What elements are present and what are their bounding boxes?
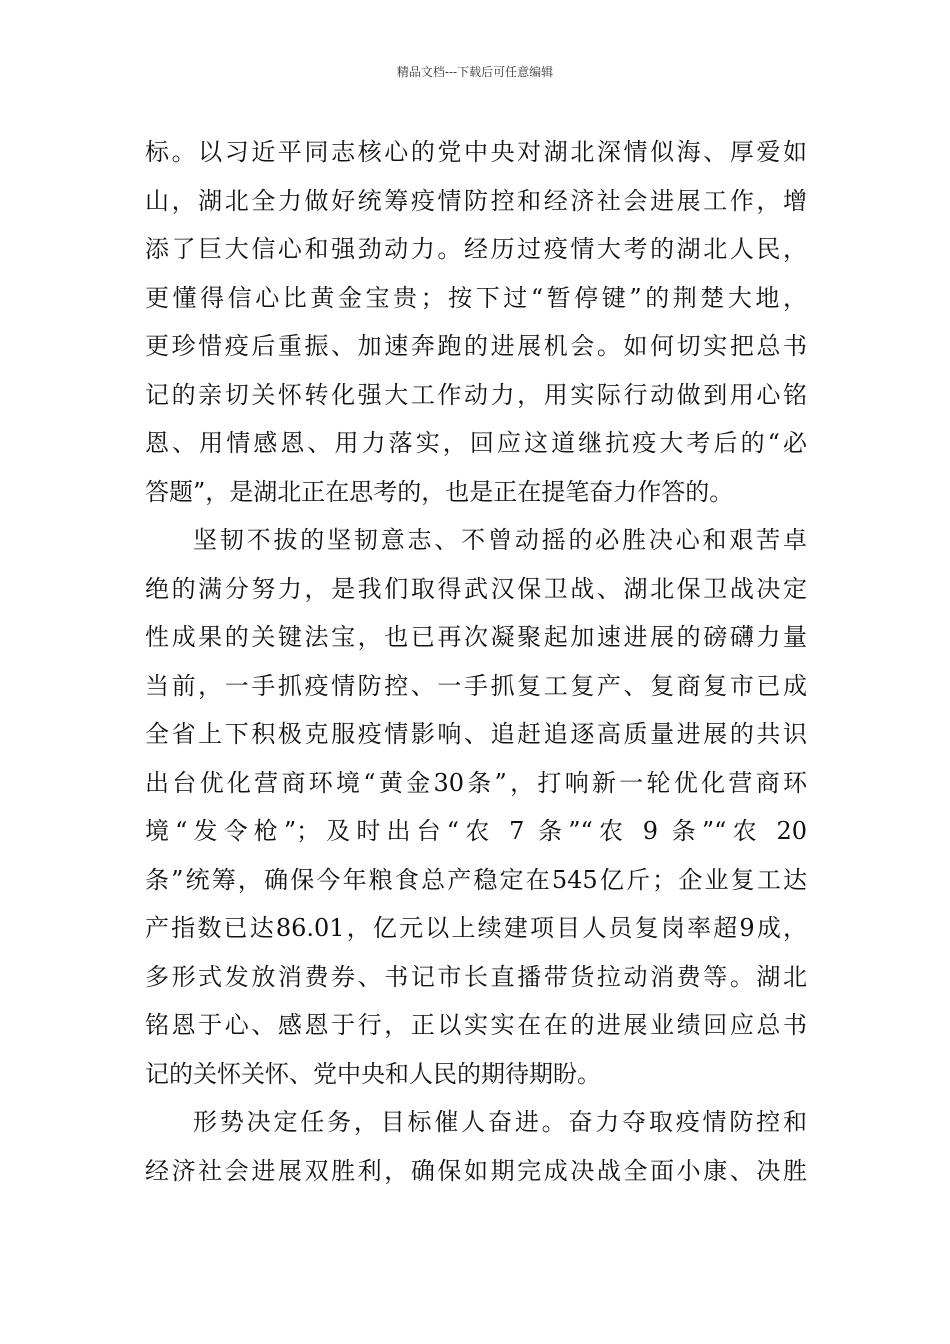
text-line: 出台优化营商环境“黄金30条”，打响新一轮优化营商环 (145, 768, 807, 797)
text-line: 更懂得信心比黄金宝贵；按下过“暂停键”的荆楚大地， (145, 283, 807, 312)
text-line: 记的关怀关怀、党中央和人民的期待期盼。 (145, 1059, 601, 1088)
text-line: 坚韧不拔的坚韧意志、不曾动摇的必胜决心和艰苦卓 (193, 526, 807, 554)
text-line: 更珍惜疫后重振、加速奔跑的进展机会。如何切实把总书 (145, 332, 807, 360)
page-header: 精品文档---下载后可任意编辑 (396, 65, 554, 79)
text-line: 记的亲切关怀转化强大工作动力，用实际行动做到用心铭 (145, 380, 807, 409)
text-line: 性成果的关键法宝，也已再次凝聚起加速进展的磅礴力量 (145, 623, 807, 651)
text-line: 绝的满分努力，是我们取得武汉保卫战、湖北保卫战决定 (145, 574, 807, 603)
text-line: 形势决定任务，目标催人奋进。奋力夺取疫情防控和 (193, 1108, 807, 1136)
text-line: 恩、用情感恩、用力落实，回应这道继抗疫大考后的“必 (145, 429, 807, 457)
text-line: 条”统筹，确保今年粮食总产稳定在545亿斤；企业复工达 (145, 865, 807, 894)
text-line: 当前，一手抓疫情防控、一手抓复工复产、复商复市已成 (145, 671, 807, 700)
document-body (145, 128, 807, 1195)
text-line: 全省上下积极克服疫情影响、追赶追逐高质量进展的共识 (145, 720, 807, 748)
text-line: 经济社会进展双胜利，确保如期完成决战全面小康、决胜 (145, 1156, 807, 1185)
text-line: 产指数已达86.01，亿元以上续建项目人员复岗率超9成， (145, 914, 807, 942)
text-line: 标。以习近平同志核心的党中央对湖北深情似海、厚爱如 (145, 138, 807, 166)
text-line: 山，湖北全力做好统筹疫情防控和经济社会进展工作，增 (145, 186, 807, 215)
text-line: 答题”，是湖北正在思考的，也是正在提笔奋力作答的。 (145, 477, 734, 506)
text-line: 铭恩于心、感恩于行，正以实实在在的进展业绩回应总书 (145, 1011, 807, 1039)
text-line: 多形式发放消费券、书记市长直播带货拉动消费等。湖北 (145, 962, 807, 991)
text-line: 境“发令枪”；及时出台“农 7 条”“农 9 条”“农 20 (145, 817, 807, 845)
text-line: 添了巨大信心和强劲动力。经历过疫情大考的湖北人民， (145, 235, 807, 263)
